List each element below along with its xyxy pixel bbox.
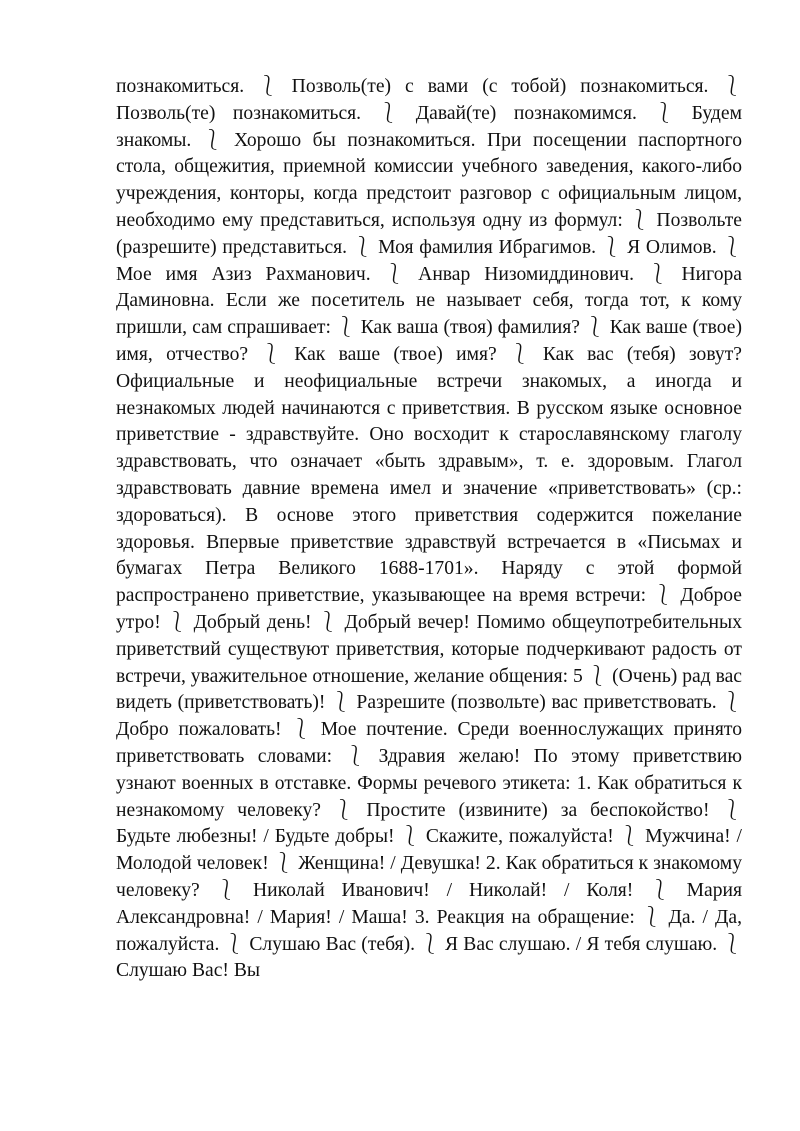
body-paragraph: познакомиться. ⎱ Позволь(те) с вами (с тобой) познакомиться. ⎱ Позволь(те) познакомиться. ⎱ Давай(те) познакомимся. ⎱ Будем знакомы. ⎱ Хорошо бы познакомиться. При посещении паспортного стола, общежития, приемной комиссии учебного заведения, какого-либо учреждения, конторы, когда предстоит разговор с официальным лицом, необходимо ему представиться, используя одну из формул: ⎱ Позвольте (разрешите) представиться. ⎱ Моя фамилия Ибрагимов. ⎱ Я Олимов. ⎱ Мое имя Азиз Рахманович. ⎱ Анвар Низомиддинович. ⎱ Нигора Даминовна. Если же посетитель не называет себя, тогда тот, к кому пришли, сам спрашивает: ⎱ Как ваша (твоя) фамилия? ⎱ Как ваше (твое) имя, отчество? ⎱ Как ваше (твое) имя? ⎱ Как вас (тебя) зовут? Официальные и неофициальные встречи знакомых, а иногда и незнакомых людей начинаются с приветствия. В русском языке основное приветствие - здравствуйте. Оно восходит к старославянскому глаголу здравствовать, что означает «быть здравым», т. е. здоровым. Глагол здравствовать давние времена имел и значение «приветствовать» (ср.: здороваться). В основе этого приветствия содержится пожелание здоровья. Впервые приветствие здравствуй встречается в «Письмах и бумагах Петра Великого 1688-1701». Наряду с этой формой распространено приветствие, указывающее на время встречи: ⎱ Доброе утро! ⎱ Добрый день! ⎱ Добрый вечер! Помимо общеупотребительных приветствий существуют приветствия, которые подчеркивают радость от встречи, уважительное отношение, желание общения: 5 ⎱ (Очень) рад вас видеть (приветствовать)! ⎱ Разрешите (позвольте) вас приветствовать. ⎱ Добро пожаловать! ⎱ Мое почтение. Среди военнослужащих принято приветствовать словами: ⎱ Здравия желаю! По этому приветствию узнают военных в отставке. Формы речевого этикета: 1. Как обратиться к незнакомому человеку? ⎱ Простите (извините) за беспокойство! ⎱ Будьте любезны! / Будьте добры! ⎱ Скажите, пожалуйста! ⎱ Мужчина! / Молодой человек! ⎱ Женщина! / Девушка! 2. Как обратиться к знакомому человеку? ⎱ Николай Иванович! / Николай! / Коля! ⎱ Мария Александровна! / Мария! / Маша! 3. Реакция на обращение: ⎱ Да. / Да, пожалуйста. ⎱ Слушаю Вас (тебя). ⎱ Я Вас слушаю. / Я тебя слушаю. ⎱ Слушаю Вас! Вы (116, 76, 742, 982)
document-page (116, 74, 742, 985)
